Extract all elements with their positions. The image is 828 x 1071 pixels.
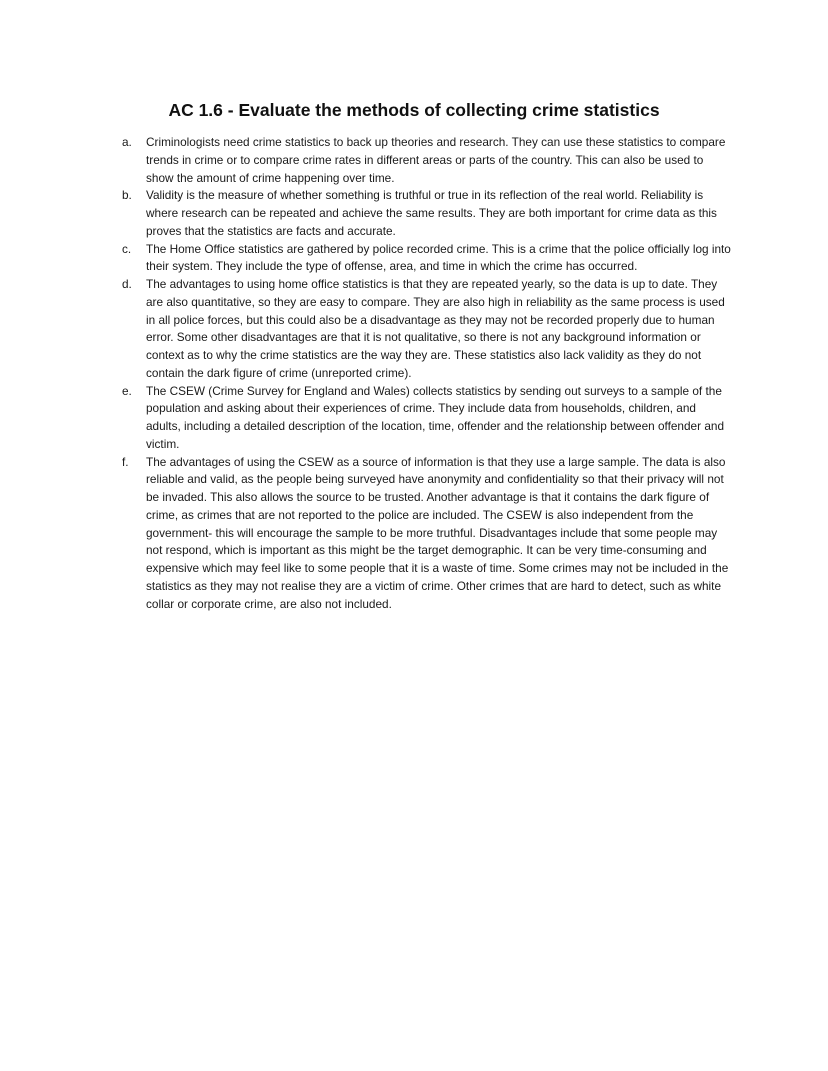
- list-marker: f.: [122, 454, 129, 469]
- list-item-e: [122, 383, 732, 454]
- list-item-text: Criminologists need crime statistics to back up theories and research. They can use these statistics to compare trends in crime or to compare crime rates in different areas or parts of the country. This can also be used to show the amount of crime happening over time.: [146, 135, 726, 185]
- list-item-f: [122, 454, 732, 614]
- list-marker: d.: [122, 277, 132, 291]
- list-marker: c.: [122, 241, 132, 256]
- page-title: AC 1.6 - Evaluate the methods of collecting crime statistics: [168, 100, 660, 120]
- list-item-d: [122, 276, 732, 383]
- list-item-text: Validity is the measure of whether something is truthful or true in its reflection of the real world. Reliability is where research can be repeated and achieve the same results. They are both important for crime data as this proves that the statistics are facts and accurate.: [146, 188, 717, 238]
- answer-list: [122, 134, 732, 613]
- list-marker: b.: [122, 188, 132, 203]
- list-item-c: [122, 241, 732, 277]
- list-item-text: The CSEW (Crime Survey for England and Wales) collects statistics by sending out surveys to a sample of the population and asking about their experiences of crime. They include data from households, children, and adults, including a detailed description of the location, time, offender and the relationship between offender and victim.: [146, 383, 725, 451]
- list-item-a: [122, 134, 732, 187]
- list-marker: a.: [122, 135, 132, 149]
- list-item-text: The advantages to using home office statistics is that they are repeated yearly, so the data is up to date. They are also quantitative, so they are easy to compare. They are also high in reliability as the same process is used in all police forces, but this could also be a disadvantage as they may not be recorded properly due to human error. Some other disadvantages are that it is not qualitative, so there is not any background information or context as to why the crime statistics are the way they are. These statistics also lack validity as they do not contain the dark figure of crime (unreported crime).: [146, 277, 725, 380]
- list-item-text: The Home Office statistics are gathered by police recorded crime. This is a crime that the police officially log into their system. They include the type of offense, area, and time in which the crime has occurred.: [146, 241, 731, 274]
- list-marker: e.: [122, 383, 132, 398]
- list-item-b: [122, 187, 732, 240]
- list-item-text: The advantages of using the CSEW as a source of information is that they use a large sample. The data is also reliable and valid, as the people being surveyed have anonymity and confidentiality so that their privacy will not be invaded. This also allows the source to be trusted. Another advantage is that it contains the dark figure of crime, as crimes that are not reported to the police are included. The CSEW is also independent from the government- this will encourage the sample to be more truthful. Disadvantages include that some people may not respond, which is important as this might be the target demographic. It can be very time-consuming and expensive which may feel like to some people that it is a waste of time. Some crimes may not be included in the statistics as they may not realise they are a victim of crime. Other crimes that are hard to detect, such as white collar or corporate crime, are also not included.: [146, 454, 729, 611]
